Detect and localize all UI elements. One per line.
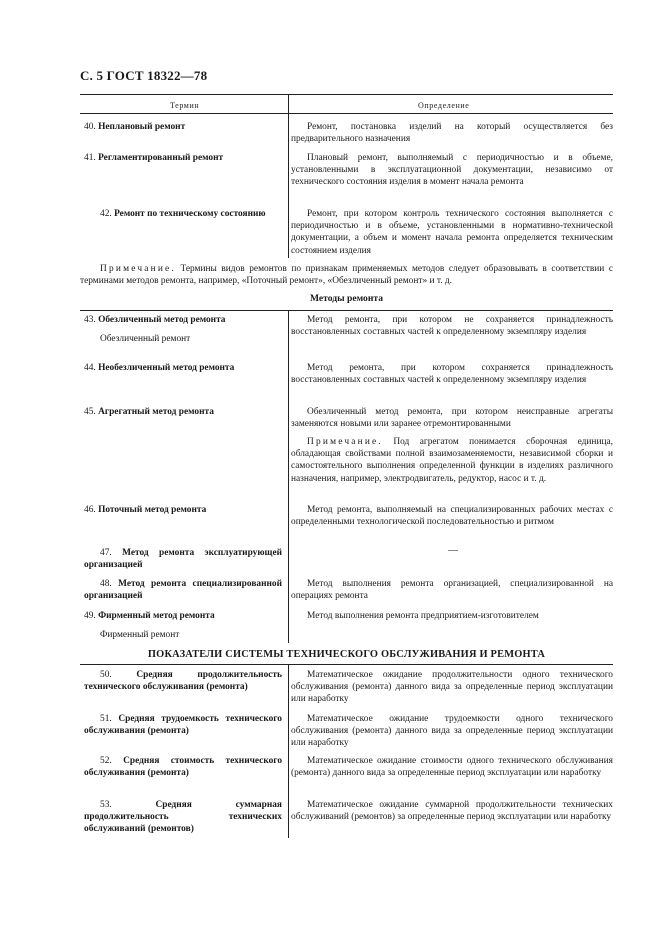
definition-text: Метод ремонта, выполняемый на специализированных рабочих местах с определенными технологической последовательностью и ритмом <box>291 505 613 528</box>
column-header-term: Термин <box>170 101 200 110</box>
column-divider-1 <box>288 94 289 258</box>
term-row: 50. Средняя продолжительность технического обслуживания (ремонта) <box>84 670 282 692</box>
definition-text: Метод ремонта, при котором сохраняется принадлежность восстановленных составных частей к определенному экземпляру изделия <box>291 363 613 386</box>
term-row: 51. Средняя трудоемкость технического обслуживания (ремонта) <box>84 714 282 736</box>
table-top-rule <box>80 94 613 95</box>
term-row: 42. Ремонт по техническому состоянию <box>100 209 266 219</box>
definition-text: Обезличенный метод ремонта, при котором неисправные агрегаты заменяются новыми или заранее отремонтированными <box>291 407 613 430</box>
definition-text: Плановый ремонт, выполняемый с периодичностью и в объеме, установленными в эксплуатационной документации, независимо от технического состояния изделия в момент начала ремонта <box>291 153 613 188</box>
definition-text: Математическое ожидание продолжительности одного технического обслуживания (ремонта) данного вида за определенные период эксплуатации или наработку <box>291 670 613 705</box>
term-row: 49. Фирменный метод ремонта <box>84 611 215 621</box>
definition-text: Математическое ожидание суммарной продолжительности технических обслуживаний (ремонтов) за определенные период эксплуатации или наработку <box>291 800 613 823</box>
section-rule <box>80 310 613 311</box>
column-divider-2 <box>288 310 289 643</box>
term-row: 53. Средняя суммарная продолжительность технических обслуживаний (ремонтов) <box>84 800 282 834</box>
definition-text: Ремонт, постановка изделий на который осуществляется без предварительного назначения <box>291 122 613 145</box>
term-row: 48. Метод ремонта специализированной организацией <box>84 579 282 601</box>
term-row: 41. Регламентированный ремонт <box>84 153 224 163</box>
terms-note: Примечание. Термины видов ремонтов по признакам применяемых методов следует образовывать в соответствии с терминами методов ремонта, например, «Поточный ремонт», «Обезличенный ремонт» и т. д. <box>80 264 613 287</box>
term-row: 52. Средняя стоимость технического обслуживания (ремонта) <box>84 756 283 778</box>
definition-text: Метод выполнения ремонта организацией, специализированной на операциях ремонта <box>291 579 613 602</box>
term-synonym: Фирменный ремонт <box>100 630 180 640</box>
term-row: 40. Неплановый ремонт <box>84 122 186 132</box>
term-row: 44. Необезличенный метод ремонта <box>84 363 235 373</box>
section-title-methods: Методы ремонта <box>310 293 383 304</box>
column-divider-3 <box>288 664 289 838</box>
section-title-indicators: ПОКАЗАТЕЛИ СИСТЕМЫ ТЕХНИЧЕСКОГО ОБСЛУЖИВАНИЯ И РЕМОНТА <box>147 649 546 660</box>
definition-note: Примечание. Под агрегатом понимается сборочная единица, обладающая свойствами полной взаимозаменяемости, независимой сборки и самостоятельного выполнения определенной функции в изделиях различного назначения, например, электродвигатель, редуктор, насос и т. д. <box>291 437 613 484</box>
table-header-rule <box>80 113 613 114</box>
page-header: С. 5 ГОСТ 18322—78 <box>80 68 208 83</box>
column-header-definition: Определение <box>418 101 470 110</box>
term-row: 45. Агрегатный метод ремонта <box>84 407 214 417</box>
section-rule <box>80 664 613 665</box>
definition-text: Математическое ожидание стоимости одного технического обслуживания (ремонта) данного вида за определенные период эксплуатации или наработку <box>291 756 613 779</box>
term-row: 43. Обезличенный метод ремонта <box>84 315 226 325</box>
term-row: 47. Метод ремонта эксплуатирующей организацией <box>84 548 283 570</box>
definition-text: Ремонт, при котором контроль технического состояния выполняется с периодичностью и в объеме, установленными в нормативно-технической документации, а объем и момент начала ремонта определяется техническим состоянием изделия <box>291 209 613 256</box>
definition-text: Математическое ожидание трудоемкости одного технического обслуживания (ремонта) данного вида за определенные период эксплуатации или наработку <box>291 714 613 749</box>
term-row: 46. Поточный метод ремонта <box>84 505 207 515</box>
definition-text: Метод ремонта, при котором не сохраняется принадлежность восстановленных составных частей к определенному экземпляру изделия <box>291 315 613 338</box>
definition-dash: — <box>448 545 458 556</box>
term-synonym: Обезличенный ремонт <box>100 334 191 344</box>
definition-text: Метод выполнения ремонта предприятием-изготовителем <box>307 611 539 621</box>
